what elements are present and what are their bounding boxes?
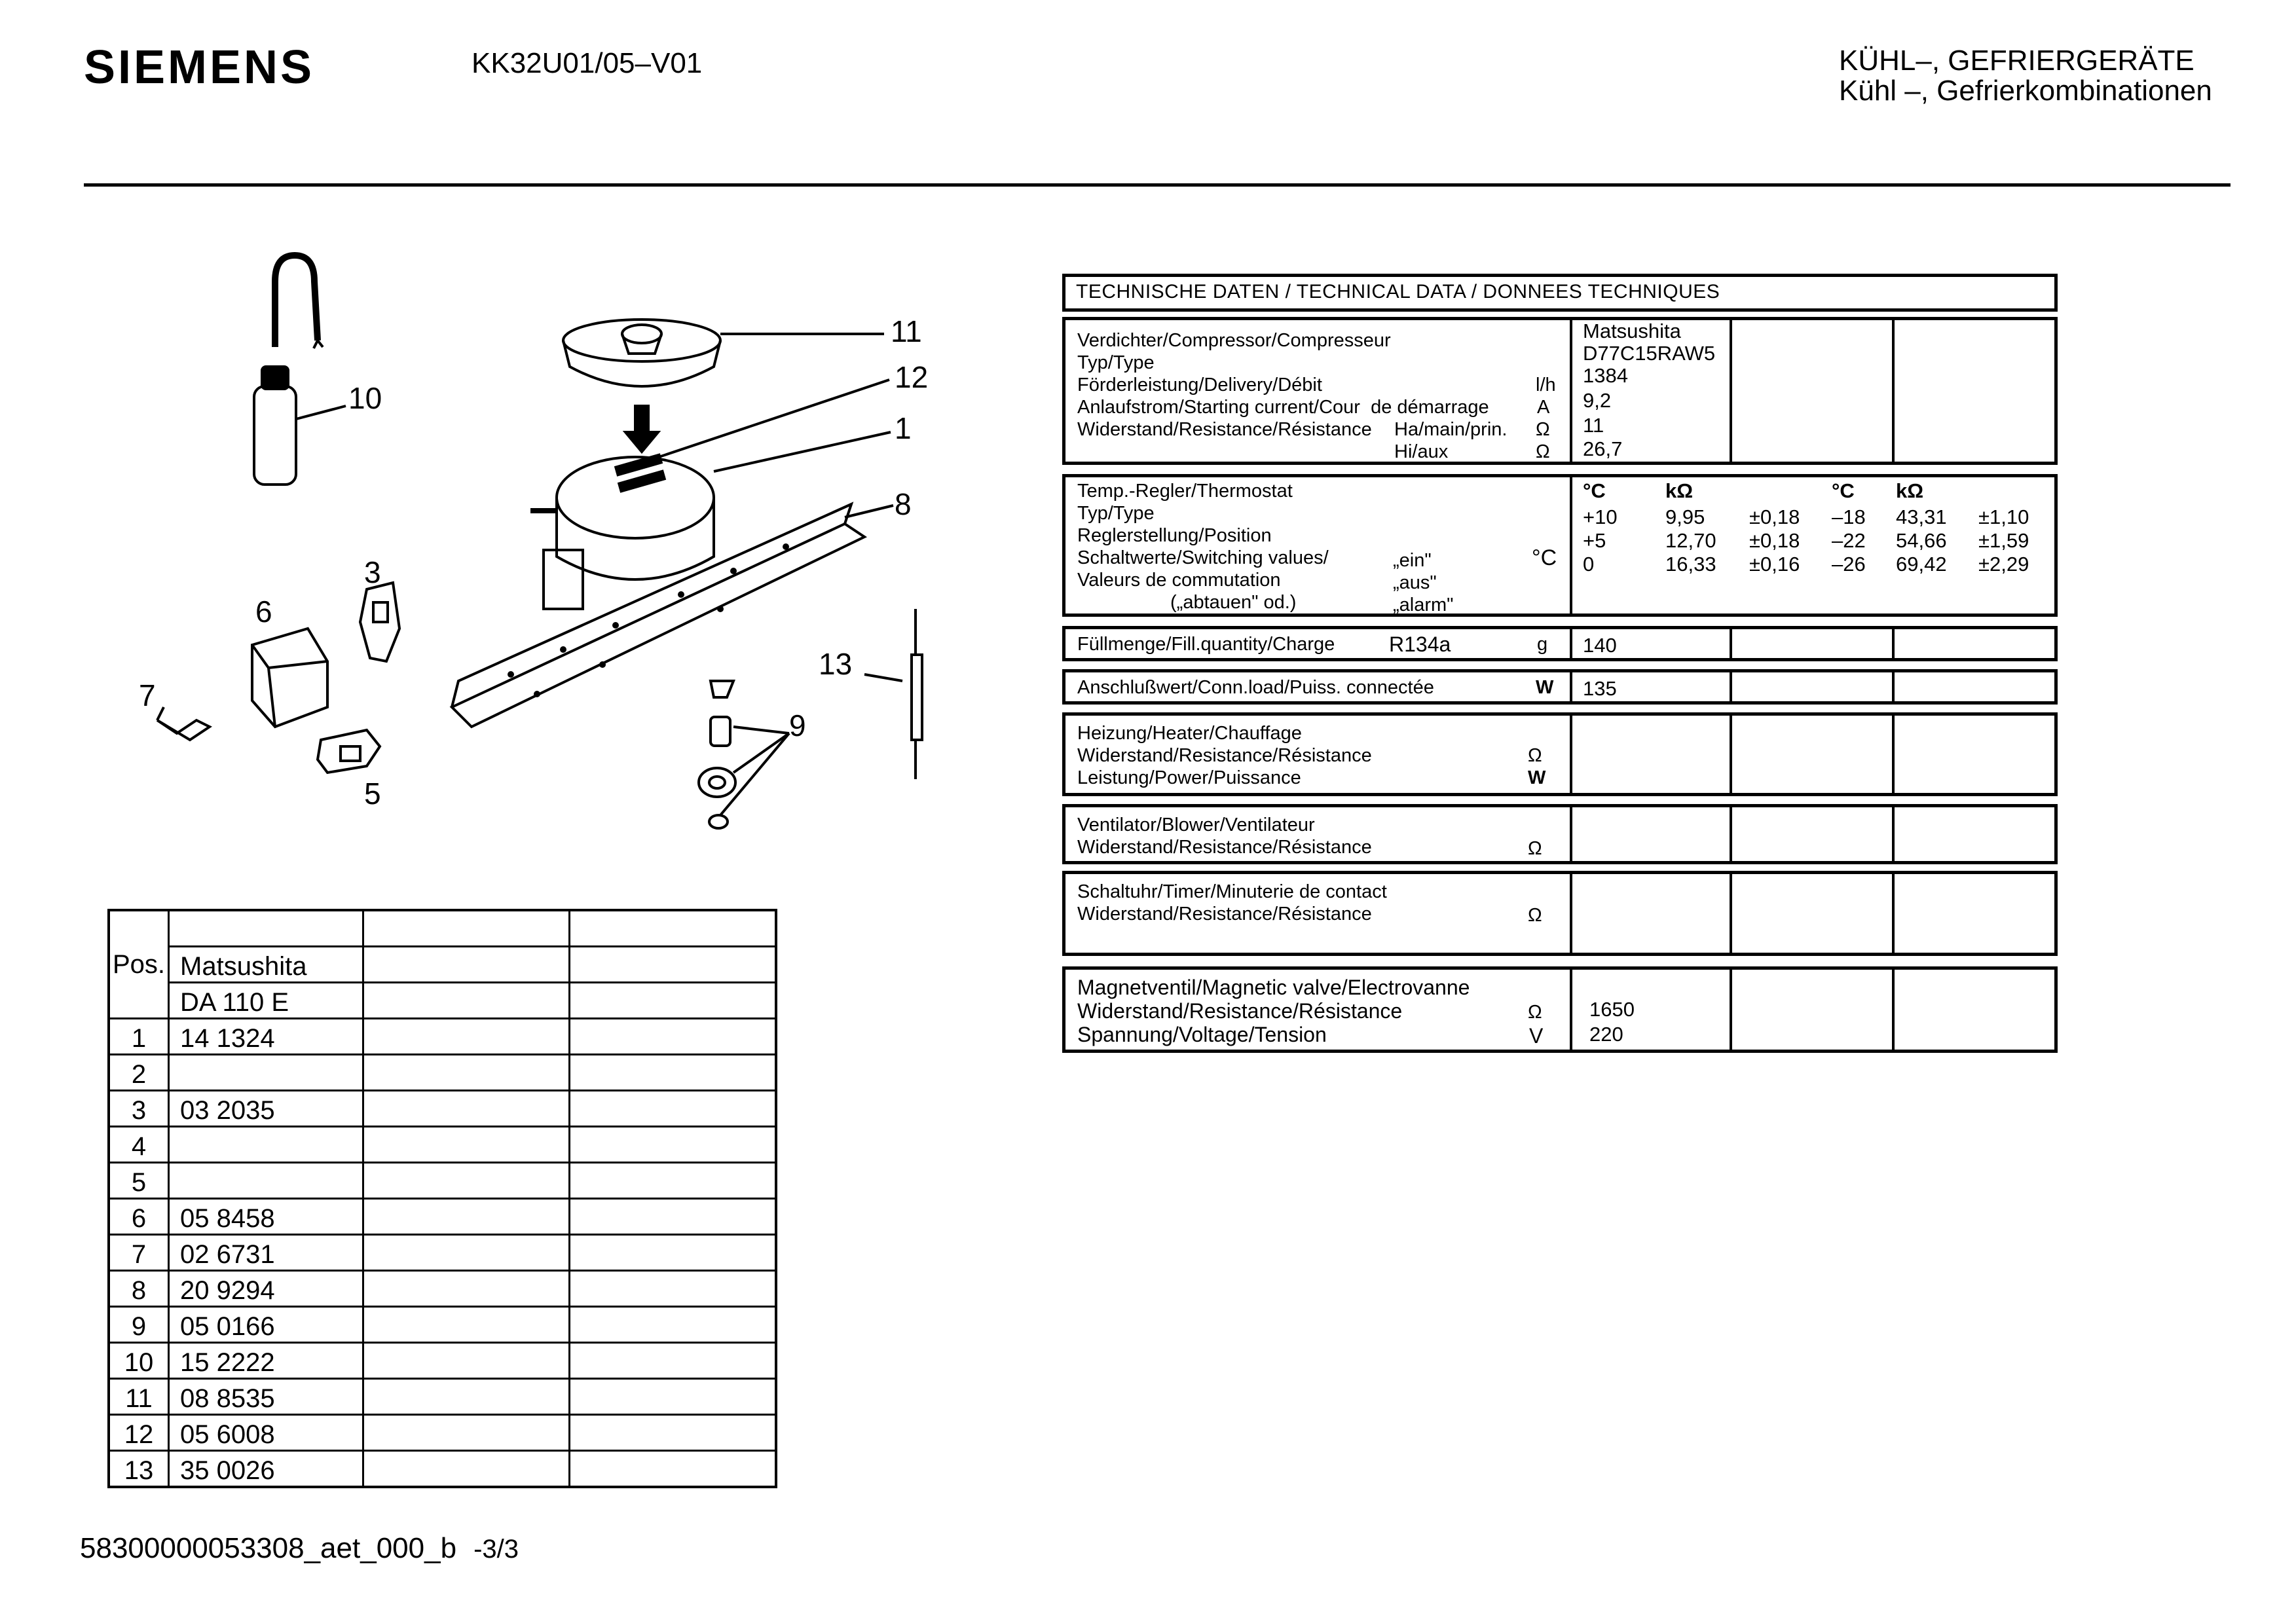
manufacturer-header: Matsushita — [169, 947, 363, 983]
callout-9: 9 — [789, 708, 806, 742]
part-code-cell — [169, 1055, 363, 1091]
table-row — [109, 1127, 776, 1163]
thermostat-value: ±0,18 — [1749, 505, 1800, 528]
valve-resistance-value: 1650 — [1589, 998, 1635, 1021]
table-row — [109, 1055, 776, 1091]
part-code-cell: 03 2035 — [169, 1091, 363, 1127]
part-code-cell: 05 8458 — [169, 1199, 363, 1235]
valve-label: Magnetventil/Magnetic valve/Electrovanne — [1077, 976, 1470, 999]
unit-celsius: °C — [1532, 545, 1557, 570]
pos-cell: 7 — [109, 1235, 169, 1271]
unit-w: W — [1536, 677, 1554, 698]
pos-cell: 5 — [109, 1163, 169, 1199]
pos-cell: 6 — [109, 1199, 169, 1235]
state-alarm: „alarm" — [1393, 595, 1454, 615]
unit-ohm-aux: Ω — [1536, 441, 1550, 462]
brand-logo: SIEMENS — [84, 41, 315, 94]
thermostat-value: –22 — [1832, 529, 1866, 552]
thermostat-value: ±1,10 — [1978, 505, 2029, 528]
heater-resistance-label: Widerstand/Resistance/Résistance — [1077, 745, 1372, 766]
part-code-cell: 05 6008 — [169, 1415, 363, 1451]
heater-unit-w: W — [1528, 767, 1546, 788]
valve-resistance-label: Widerstand/Resistance/Résistance — [1077, 999, 1403, 1023]
thermostat-value: –26 — [1832, 553, 1866, 576]
refrigerant: R134a — [1389, 632, 1451, 656]
charge-value: 140 — [1583, 634, 1617, 657]
conn-load-label: Anschlußwert/Conn.load/Puiss. connectée — [1077, 677, 1434, 698]
thermostat-value: ±2,29 — [1978, 553, 2029, 576]
thermostat-value: 69,42 — [1896, 553, 1947, 576]
table-row — [109, 1415, 776, 1451]
compressor-res-aux: 26,7 — [1583, 437, 1623, 460]
thermostat-box — [1062, 474, 2058, 617]
pos-cell: 8 — [109, 1271, 169, 1307]
unit-g: g — [1537, 634, 1548, 655]
table-row — [109, 1235, 776, 1271]
pos-header: Pos. — [109, 910, 169, 1019]
thermostat-label: Temp.-Regler/Thermostat — [1077, 481, 1293, 502]
table-row — [109, 1091, 776, 1127]
thermostat-value: ±1,59 — [1978, 529, 2029, 552]
thermostat-value: +10 — [1583, 505, 1618, 528]
type-label: Typ/Type — [1077, 352, 1155, 373]
callout-6: 6 — [255, 595, 272, 629]
table-row — [109, 1271, 776, 1307]
part-code-cell: 15 2222 — [169, 1343, 363, 1379]
pos-cell: 2 — [109, 1055, 169, 1091]
callout-1: 1 — [895, 411, 912, 445]
blower-label: Ventilator/Blower/Ventilateur — [1077, 815, 1315, 835]
callout-13: 13 — [819, 647, 853, 681]
resistance-label: Widerstand/Resistance/Résistance — [1077, 419, 1372, 440]
part-code-cell: 08 8535 — [169, 1379, 363, 1415]
blower-resistance-label: Widerstand/Resistance/Résistance — [1077, 837, 1372, 858]
timer-resistance-label: Widerstand/Resistance/Résistance — [1077, 904, 1372, 925]
thermostat-value: 16,33 — [1665, 553, 1716, 576]
table-row — [109, 1451, 776, 1488]
compressor-type: D77C15RAW5 — [1583, 342, 1716, 365]
unit-ohm-main: Ω — [1536, 419, 1550, 440]
conn-load-box — [1062, 669, 2058, 705]
valve-unit-ohm: Ω — [1528, 1002, 1542, 1023]
blower-box — [1062, 804, 2058, 864]
page-number: -3/3 — [473, 1535, 519, 1564]
thermostat-value: 9,95 — [1665, 505, 1705, 528]
compressor-make: Matsushita — [1583, 320, 1681, 342]
model-number: KK32U01/05–V01 — [472, 47, 703, 79]
pos-cell: 4 — [109, 1127, 169, 1163]
thermostat-type-label: Typ/Type — [1077, 503, 1155, 524]
head-c-1: °C — [1583, 479, 1606, 502]
document-id: 58300000053308_aet_000_b — [80, 1532, 457, 1564]
callout-8: 8 — [895, 487, 912, 521]
pos-cell: 13 — [109, 1451, 169, 1488]
charge-box — [1062, 626, 2058, 661]
compressor-res-main: 11 — [1583, 414, 1604, 437]
thermostat-value: 43,31 — [1896, 505, 1947, 528]
header-rule — [84, 183, 2231, 187]
timer-unit-ohm: Ω — [1528, 905, 1542, 926]
part-code-cell: 14 1324 — [169, 1019, 363, 1055]
compressor-label: Verdichter/Compressor/Compresseur — [1077, 330, 1391, 351]
switching-values-label: Schaltwerte/Switching values/ — [1077, 547, 1329, 568]
thermostat-value: 54,66 — [1896, 529, 1947, 552]
pos-cell: 12 — [109, 1415, 169, 1451]
resistance-main-label: Ha/main/prin. — [1394, 419, 1508, 440]
part-code-cell: 20 9294 — [169, 1271, 363, 1307]
state-off: „aus" — [1393, 572, 1437, 593]
heater-power-label: Leistung/Power/Puissance — [1077, 767, 1301, 788]
footer — [80, 1532, 519, 1565]
category-line-1: KÜHL–, GEFRIERGERÄTE — [1839, 45, 2194, 77]
thermostat-value: +5 — [1583, 529, 1606, 552]
compressor-box — [1062, 317, 2058, 465]
timer-label: Schaltuhr/Timer/Minuterie de contact — [1077, 881, 1387, 902]
valve-unit-v: V — [1529, 1024, 1544, 1048]
callout-7: 7 — [139, 678, 156, 712]
table-row — [109, 1199, 776, 1235]
thermostat-value: 0 — [1583, 553, 1595, 576]
heater-unit-ohm: Ω — [1528, 745, 1542, 766]
part-code-cell — [169, 1163, 363, 1199]
model-header: DA 110 E — [169, 983, 363, 1019]
timer-box — [1062, 871, 2058, 956]
callout-5: 5 — [364, 777, 381, 811]
valve-voltage-label: Spannung/Voltage/Tension — [1077, 1023, 1327, 1046]
unit-lh: l/h — [1536, 375, 1556, 395]
part-code-cell — [169, 1127, 363, 1163]
heater-box — [1062, 712, 2058, 796]
pos-cell: 11 — [109, 1379, 169, 1415]
valve-voltage-value: 220 — [1589, 1023, 1623, 1046]
pos-cell: 1 — [109, 1019, 169, 1055]
thermostat-value: ±0,18 — [1749, 529, 1800, 552]
thermostat-value: 12,70 — [1665, 529, 1716, 552]
part-code-cell: 02 6731 — [169, 1235, 363, 1271]
exploded-parts-diagram — [118, 236, 969, 858]
table-row — [109, 1379, 776, 1415]
state-on: „ein" — [1393, 550, 1432, 571]
callout-11: 11 — [891, 314, 922, 348]
compressor-delivery: 1384 — [1583, 364, 1628, 387]
pos-cell: 3 — [109, 1091, 169, 1127]
commutation-label: Valeurs de commutation — [1077, 570, 1281, 591]
head-c-2: °C — [1832, 479, 1855, 502]
delivery-label: Förderleistung/Delivery/Débit — [1077, 375, 1322, 395]
pos-cell: 10 — [109, 1343, 169, 1379]
defrost-label: („abtauen" od.) — [1170, 592, 1297, 613]
heater-label: Heizung/Heater/Chauffage — [1077, 723, 1302, 744]
category-heading — [1839, 46, 2212, 106]
thermostat-value: ±0,16 — [1749, 553, 1800, 576]
part-code-cell: 35 0026 — [169, 1451, 363, 1488]
resistance-aux-label: Hi/aux — [1394, 441, 1449, 462]
head-k-1: kΩ — [1665, 479, 1694, 502]
table-row — [109, 1343, 776, 1379]
conn-load-value: 135 — [1583, 677, 1617, 700]
category-line-2: Kühl –, Gefrierkombinationen — [1839, 75, 2212, 107]
charge-label: Füllmenge/Fill.quantity/Charge — [1077, 634, 1335, 655]
head-k-2: kΩ — [1896, 479, 1924, 502]
thermostat-position-label: Reglerstellung/Position — [1077, 525, 1272, 546]
thermostat-value: –18 — [1832, 505, 1866, 528]
tech-title-box — [1062, 274, 2058, 312]
callout-12: 12 — [895, 360, 929, 394]
pos-cell: 9 — [109, 1307, 169, 1343]
table-row — [109, 1019, 776, 1055]
table-row — [109, 1163, 776, 1199]
tech-title: TECHNISCHE DATEN / TECHNICAL DATA / DONNEES TECHNIQUES — [1076, 281, 1720, 302]
parts-table — [107, 909, 777, 1488]
unit-a: A — [1537, 397, 1550, 418]
valve-box — [1062, 966, 2058, 1053]
table-row — [109, 1307, 776, 1343]
starting-current-label: Anlaufstrom/Starting current/Cour de démarrage — [1077, 397, 1489, 418]
blower-unit-ohm: Ω — [1528, 838, 1542, 859]
part-code-cell: 05 0166 — [169, 1307, 363, 1343]
callout-3: 3 — [364, 555, 381, 589]
compressor-current: 9,2 — [1583, 389, 1612, 412]
callout-10: 10 — [348, 381, 382, 415]
